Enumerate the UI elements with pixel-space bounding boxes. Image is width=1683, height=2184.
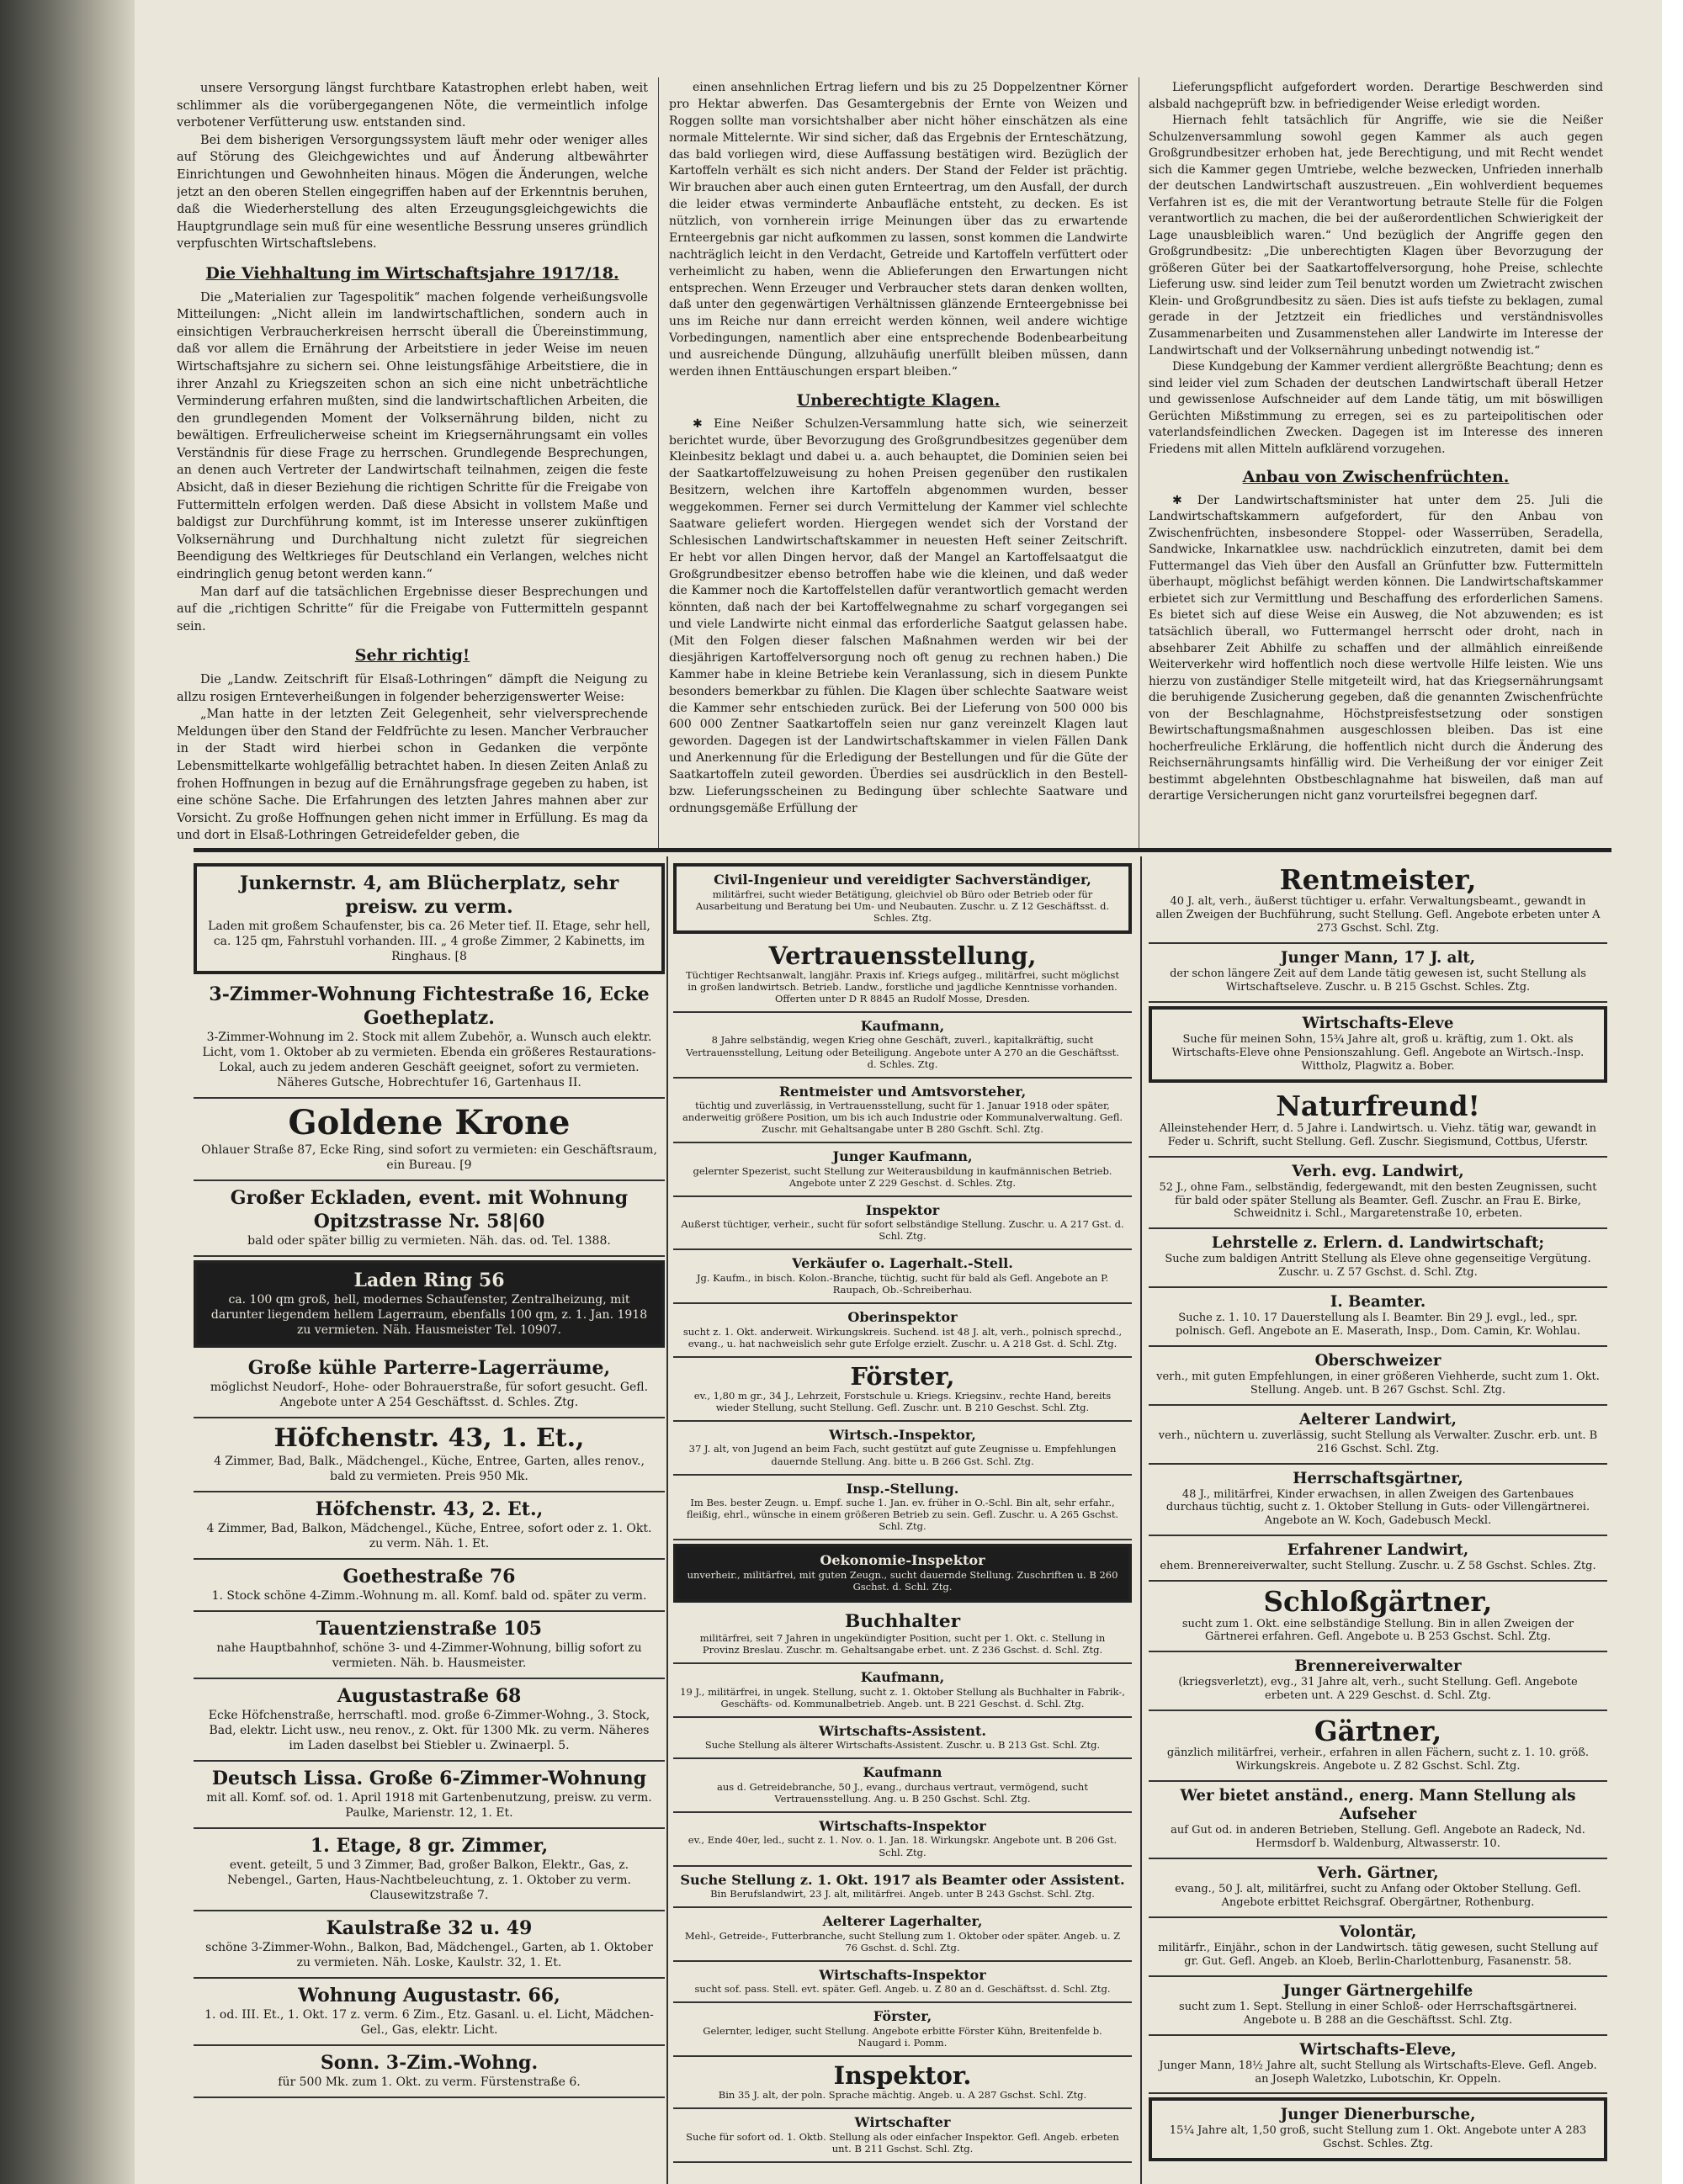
- ad-body: Bin 35 J. alt, der poln. Sprache mächtig. Angeb. u. A 287 Gschst. Schl. Ztg.: [718, 2089, 1087, 2102]
- ad-body: 4 Zimmer, Bad, Balk., Mädchengel., Küche, Entree, Garten, alles renov., bald zu vermieten. Preis 950 Mk.: [214, 1455, 645, 1483]
- classified-ad: [1149, 1652, 1607, 1711]
- classified-ad: [1149, 1006, 1607, 1084]
- ad-headline: Wirtschafts-Eleve: [1302, 1014, 1454, 1032]
- ad-headline: Inspektor.: [833, 2060, 972, 2090]
- ad-body: ev., 1,80 m gr., 34 J., Lehrzeit, Forstschule u. Kriegs. Kriegsinv., rechte Hand, bereits wieder Stellung, sucht Stellung. Gefl. Zuschr. unt. B 210 Geschst. Schl. Ztg.: [693, 1389, 1112, 1413]
- ad-column-rule: [1140, 856, 1142, 2184]
- ad-body: ca. 100 qm groß, hell, modernes Schaufenster, Zentralheizung, mit darunter liegendem hellem Lagerraum, ebenfalls 100 qm, z. 1. Jan. 1918 zu vermieten. Näh. Hausmeister Tel. 10907.: [210, 1293, 648, 1337]
- classified-ad: [673, 1250, 1132, 1304]
- column-rule: [658, 77, 659, 850]
- ad-headline: Tauentzienstraße 105: [316, 1618, 543, 1640]
- ads-column-3: [1149, 860, 1607, 2165]
- section-separator: [194, 848, 1611, 852]
- ad-headline: Kaulstraße 32 u. 49: [326, 1917, 533, 1939]
- ad-body: aus d. Getreidebranche, 50 J., evang., durchaus vertraut, vermögend, sucht Vertrauensstellung. Ang. u. B 250 Gschst. Schl. Ztg.: [717, 1780, 1088, 1805]
- ad-body: sucht zum 1. Okt. eine selbständige Stellung. Bin in allen Zweigen der Gärtnerei erfahren. Gefl. Angebote u. B 253 Gschst. Schl. Ztg.: [1181, 1617, 1574, 1644]
- ad-body: 1. Stock schöne 4-Zimm.-Wohnung m. all. Komf. bald od. später zu verm.: [211, 1589, 647, 1603]
- paragraph: Lieferungspflicht aufgefordert worden. Derartige Beschwerden sind alsbald nachgeprüft bzw. in befriedigender Weise erledigt worden.: [1149, 81, 1603, 111]
- classified-ad: [673, 2109, 1132, 2163]
- ad-body: militärfrei, seit 7 Jahren in ungekündigter Position, sucht per 1. Okt. c. Stellung in Provinz Breslau. Zuschr. m. Gehaltsangabe erbet. unt. Z 236 Gschst. d. Schl. Ztg.: [699, 1632, 1106, 1657]
- ad-headline: Förster,: [850, 1361, 955, 1391]
- classified-ad: [673, 1813, 1132, 1867]
- article-heading: Anbau von Zwischenfrüchten.: [1242, 468, 1510, 487]
- ad-headline: Junger Gärtnergehilfe: [1282, 1981, 1473, 2000]
- paragraph: ✱ Eine Neißer Schulzen-Versammlung hatte sich, wie seinerzeit berichtet wurde, über Bevorzugung des Großgrundbesitzes gegenüber dem Kleinbesitz beklagt und dabei u. a. auch behauptet, die Dominien seien bei der Saatkartoffelzuweisung zu hohen Preisen gegenüber den rustikalen Besitzern, welchen ihre Kartoffeln abgenommen wurden, besser weggekommen. Ferner sei durch Vermittelung der Kammer viel schlechte Saatware geliefert worden. Hiergegen wendet sich der Vorstand der Schlesischen Landwirtschaftskammer in neuesten Heft seiner Zeitschrift. Er hebt vor allen Dingen hervor, daß der Mangel an Kartoffelsaatgut die Großgrundbesitzer ebenso betroffen habe wie die kleinen, und daß weder die Kammer noch die Kartoffelstellen dafür verantwortlich gemacht werden könnten, daß nach der bei Kartoffelwegnahme zu scharf vorgegangen sei und viele Landwirte nicht einmal das erforderliche Saatgut gelassen habe. (Mit den Folgen dieser falschen Maßnahmen werden wir bei der diesjährigen Kartoffelversorgung noch oft genug zu rechnen haben.) Die Kammer habe in kleine Betriebe kein Veranlassung, sich in diesem Punkte besonders bemerkbar zu fühlen. Die Klagen über schlechte Saatware weist die Kammer sehr entschieden zurück. Bei der Lieferung von 500 000 bis 600 000 Zentner Saatkartoffeln seien nur ganz vereinzelt Klagen laut geworden. Dagegen ist der Landwirtschaftskammer in vielen Fällen Dank und Anerkennung für die Erledigung der Bestellungen und für die Güte der Saatkartoffeln zuteil geworden. Überdies sei ausdrücklich in den Bestell- bzw. Lieferungsscheinen zu Bedingung über schlechte Saatware und ordnungsgemäße Erfüllung der: [669, 416, 1128, 815]
- article-column-1: [177, 80, 648, 850]
- ad-body: der schon längere Zeit auf dem Lande tätig gewesen ist, sucht Stellung als Wirtschaftseleve. Zuschr. u. B 215 Gschst. Schles. Ztg.: [1170, 967, 1586, 994]
- classified-ad: [673, 1476, 1132, 1541]
- ad-headline: Augustastraße 68: [337, 1685, 522, 1707]
- ad-body: Jg. Kaufm., in bisch. Kolon.-Branche, tüchtig, sucht für bald als Gefl. Angebote an P. Raupach, Ob.-Schreiberhau.: [696, 1271, 1109, 1296]
- classified-ad: [1149, 1086, 1607, 1157]
- ad-headline: Wirtsch.-Inspektor,: [829, 1426, 976, 1443]
- ad-body: tüchtig und zuverlässig, in Vertrauensstellung, sucht für 1. Januar 1918 oder später, anderweitig größere Position, um bis ich auch Industrie oder Kommunalverwaltung. Gefl. Zuschr. mit Gehaltsangabe unter B 280 Gschft. Schl. Ztg.: [682, 1100, 1123, 1136]
- ad-body: Laden mit großem Schaufenster, bis ca. 26 Meter tief. II. Etage, sehr hell, ca. 125 qm, Fahrstuhl vorhanden. III. „ 4 große Zimmer, 2 Kabinetts, im Ringhaus. [8: [208, 920, 650, 963]
- ad-body: ev., Ende 40er, led., sucht z. 1. Nov. o. 1. Jan. 18. Wirkungskr. Angebote unt. B 206 Gst. Schl. Ztg.: [688, 1834, 1118, 1858]
- classified-ad: [673, 1358, 1132, 1422]
- classified-ad: [194, 1979, 665, 2046]
- ad-body: verh., nüchtern u. zuverlässig, sucht Stellung als Verwalter. Zuschr. erb. unt. B 216 Gschst. Schl. Ztg.: [1158, 1429, 1598, 1455]
- paragraph: unsere Versorgung längst furchtbare Katastrophen erlebt haben, weit schlimmer als die vorübergegangenen Nöte, die vermeintlich infolge verbotener Verfütterung usw. entstanden sind.: [177, 82, 648, 130]
- classified-ad: [1149, 1711, 1607, 1782]
- ad-headline: I. Beamter.: [1330, 1293, 1426, 1312]
- ad-body: mit all. Komf. sof. od. 1. April 1918 mit Gartenbenutzung, preisw. zu verm. Paulke, Marienstr. 12, 1. Et.: [206, 1791, 652, 1820]
- article-heading: Sehr richtig!: [354, 646, 470, 665]
- classified-ad: [194, 1418, 665, 1492]
- classified-ad: [1149, 1347, 1607, 1406]
- ad-body: Junger Mann, 18½ Jahre alt, sucht Stellung als Wirtschafts-Eleve. Gefl. Angeb. an Joseph Waletzko, Lubotschin, Kr. Oppeln.: [1159, 2059, 1597, 2086]
- ad-body: Bin Berufslandwirt, 23 J. alt, militärfrei. Angeb. unter B 243 Gschst. Schl. Ztg.: [710, 1888, 1095, 1900]
- ad-headline: Großer Eckladen, event. mit Wohnung Opitzstrasse Nr. 58|60: [230, 1187, 629, 1232]
- classified-ad: [673, 1606, 1132, 1664]
- classified-ad: [194, 1612, 665, 1679]
- ad-headline: Inspektor: [865, 1201, 940, 1218]
- ad-body: für 500 Mk. zum 1. Okt. zu verm. Fürstenstraße 6.: [278, 2075, 581, 2089]
- ad-body: Außerst tüchtiger, verheir., sucht für sofort selbständige Stellung. Zuschr. u. A 217 Gst. d. Schl. Ztg.: [681, 1218, 1124, 1243]
- ad-body: Suche für sofort od. 1. Oktb. Stellung als oder einfacher Inspektor. Gefl. Angeb. erbeten unt. B 211 Gschst. Schl. Ztg.: [686, 2130, 1119, 2155]
- article-heading: Die Viehhaltung im Wirtschaftsjahre 1917/18.: [205, 263, 619, 283]
- ad-headline: Deutsch Lissa. Große 6-Zimmer-Wohnung: [211, 1768, 647, 1789]
- ad-body: auf Gut od. in anderen Betrieben, Stellung. Gefl. Angebote an Radeck, Nd. Hermsdorf b. Waldenburg, Altwasserstr. 10.: [1171, 1824, 1585, 1851]
- classified-ad: [673, 1718, 1132, 1760]
- classified-ad: [673, 1908, 1132, 1962]
- paragraph: Bei dem bisherigen Versorgungssystem läuft mehr oder weniger alles auf Störung des Gleichgewichtes und auf Änderung altbewährter Einrichtungen und Gewohnheiten hinaus. Mögen die Änderungen, welche jetzt an den oberen Stellen eingegriffen haben auf der Erkenntnis beruhen, daß die Wiederherstellung des alten Erzeugungsgleichgewichts die Hauptgrundlage sein muß für eine wesentliche Bessrung unseres gründlich verpfuschten Wirtschaftslebens.: [177, 133, 648, 252]
- ad-headline: 1. Etage, 8 gr. Zimmer,: [310, 1835, 549, 1857]
- ad-headline: Junkernstr. 4, am Blücherplatz, sehr preisw. zu verm.: [239, 872, 619, 918]
- ad-body: verh., mit guten Empfehlungen, in einer größeren Viehherde, sucht zum 1. Okt. Stellung. Angeb. unt. B 267 Gschst. Schl. Ztg.: [1156, 1370, 1600, 1397]
- classified-ad: [673, 1867, 1132, 1909]
- classified-ad: [194, 978, 665, 1099]
- ad-body: gelernter Spezerist, sucht Stellung zur Weiterausbildung in kaufmännischen Betrieb. Angebote unter Z 229 Geschst. d. Schles. Ztg.: [693, 1164, 1112, 1189]
- classified-ad: [1149, 1582, 1607, 1652]
- classified-ad: [194, 863, 665, 974]
- ad-headline: Rentmeister,: [1279, 863, 1477, 896]
- classified-ad: [194, 2046, 665, 2098]
- ad-body: Im Bes. bester Zeugn. u. Empf. suche 1. Jan. ev. früher in O.-Schl. Bin alt, sehr erfahr., fleißig, ehrl., wünsche in einem größeren Betrieb zu sein. Gefl. Zuschr. u. A 265 Gschst. Schl. Ztg.: [686, 1497, 1119, 1533]
- ad-headline: Förster,: [873, 2008, 932, 2025]
- ad-headline: Wirtschafts-Eleve,: [1299, 2040, 1457, 2059]
- ad-headline: Schloßgärtner,: [1263, 1585, 1493, 1619]
- ad-body: (kriegsverletzt), evg., 31 Jahre alt, verh., sucht Stellung. Gefl. Angebote erbeten unt. A 229 Geschst. d. Schl. Ztg.: [1178, 1676, 1578, 1703]
- ad-headline: Vertrauensstellung,: [768, 941, 1037, 970]
- ad-body: event. geteilt, 5 und 3 Zimmer, Bad, großer Balkon, Elektr., Gas, z. Nebengel., Garten, Haus-Nachtbeleuchtung, z. 1. Oktober zu verm. Clausewitzstraße 7.: [227, 1858, 631, 1902]
- ad-body: sucht z. 1. Okt. anderweit. Wirkungskreis. Suchend. ist 48 J. alt, verh., polnisch sprechd., evang., u. hat nachweislich sehr gute Erfolge erzielt. Zuschr. u. A 218 Gst. d. Schl. Ztg.: [682, 1325, 1123, 1349]
- ad-headline: Herrschaftsgärtner,: [1293, 1469, 1463, 1487]
- ad-headline: Junger Kaufmann,: [832, 1148, 973, 1165]
- ad-headline: Junger Dienerbursche,: [1280, 2106, 1476, 2124]
- ad-headline: Goldene Krone: [288, 1103, 571, 1142]
- ads-column-2: [673, 860, 1132, 2163]
- ad-body: 15¼ Jahre alt, 1,50 groß, sucht Stellung zum 1. Okt. Angebote unter A 283 Gschst. Schles. Ztg.: [1169, 2124, 1587, 2151]
- ad-headline: Buchhalter: [844, 1609, 961, 1632]
- paragraph: Man darf auf die tatsächlichen Ergebnisse dieser Besprechungen und auf die „richtigen Schritte“ für die Freigabe von Futtermitteln gespannt sein.: [177, 585, 648, 633]
- ad-body: gänzlich militärfrei, verheir., erfahren in allen Fächern, sucht z. 1. 10. größ. Wirkungskreis. Angebote u. Z 82 Gschst. Schl. Ztg.: [1166, 1747, 1590, 1773]
- paragraph: Diese Kundgebung der Kammer verdient allergrößte Beachtung; denn es sind leider viel zum Schaden der deutschen Landwirtschaft überall Hetzer und gewissenlose Aufschneider auf dem Lande tätig, um mit böswilligen Gerüchten Mißstimmung zu erregen, sei es zu parteipolitischen oder vaterlandsfeindlichen Zwecken. Dagegen ist im Interesse des inneren Friedens mit allen Mitteln aufklärend vorzugehen.: [1149, 360, 1603, 456]
- paragraph: Die „Materialien zur Tagespolitik“ machen folgende verheißungsvolle Mitteilungen: „Nicht allein im landwirtschaftlichen, sondern auch in einsichtigen Verbraucherkreisen herrscht überall die Übereinstimmung, daß vor allem die Ernährung der Arbeitstiere in jeder Weise im neuen Wirtschaftsjahre zu sichern sei. Ohne leistungsfähige Arbeitstiere, die in ihrer Anzahl zu Kriegszeiten schon an sich eine nicht unbeträchtliche Verminderung erfahren mußten, sind die landwirtschaftlichen Arbeiten, die den grundlegenden Moment der Volksernährung bilden, nicht zu bewältigen. Erfreulicherweise scheint im Kriegsernährungsamt ein volles Verständnis für diese Frage zu herrschen. Grundlegende Besprechungen, an denen auch Vertreter der Landwirtschaft teilnahmen, zeigen die feste Absicht, daß in dieser Beziehung die richtigen Schritte für die Freigabe von Futtermitteln erfolgen werden. Daß diese Absicht in vollstem Maße und baldigst zur Durchführung kommt, ist im Interesse unserer zukünftigen Volksernährung und Durchhaltung nicht zuletzt für siegreichen Beendigung des Weltkrieges für Deutschland ein Verlangen, welches nicht eindringlich genug betont werden kann.“: [177, 290, 648, 582]
- ad-headline: Oekonomie-Inspektor: [820, 1552, 985, 1569]
- ad-headline: Verh. Gärtner,: [1317, 1864, 1439, 1883]
- ad-headline: Insp.-Stellung.: [846, 1480, 959, 1497]
- ad-headline: Wirtschafts-Inspektor: [819, 1966, 986, 1983]
- page-margin: [1662, 0, 1683, 2184]
- paragraph: einen ansehnlichen Ertrag liefern und bis zu 25 Doppelzentner Körner pro Hektar abwerfen. Das Gesamtergebnis der Ernte von Weizen und Roggen sollte man vorsichtshalber aber nicht höher einschätzen als eine normale Mittelernte. Wir sind sicher, daß das Ergebnis der Ernteschätzung, das bald vorliegen wird, diese Auffassung bestätigen wird. Bezüglich der Kartoffeln verhält es sich nicht anders. Der Stand der Felder ist prächtig. Wir brauchen aber auch einen guten Ernteertrag, um den Ausfall, der durch die leider etwas verminderte Anbaufläche entsteht, zu decken. Es ist nützlich, von vornherein irrige Meinungen über das zu erwartende Ernteergebnis gar nicht aufkommen zu lassen, sonst kommen die Landwirte nachträglich leicht in den Verdacht, Getreide und Kartoffeln verfüttert oder verheimlicht zu haben, wenn die Ablieferungen den Erwartungen nicht entsprechen. Wenn Erzeuger und Verbraucher stets daran denken wollten, daß unter den gegenwärtigen Verhältnissen glänzende Ernteergebnisse bei uns im Reiche nur dann erreicht werden können, weil andere wichtige Vorbedingungen, namentlich aber eine entsprechende Bodenbearbeitung und ausreichende Düngung, allzuhäufig unerfüllt bleiben müssen, dann werden ihnen Enttäuschungen erspart bleiben.“: [669, 81, 1128, 379]
- ad-headline: Oberschweizer: [1314, 1351, 1441, 1370]
- classified-ad: [673, 937, 1132, 1013]
- ad-headline: Oberinspektor: [847, 1309, 958, 1326]
- ad-body: Gelernter, lediger, sucht Stellung. Angebote erbitte Förster Kühn, Breitenfelde b. Naugard i. Pomm.: [703, 2024, 1102, 2049]
- classified-ad: [673, 1962, 1132, 2004]
- paragraph: Die „Landw. Zeitschrift für Elsaß-Lothringen“ dämpft die Neigung zu allzu rosigen Ernteverheißungen in folgender beherzigenswerter Weise:: [177, 673, 648, 704]
- ad-headline: Wer bietet anständ., energ. Mann Stellung als Aufseher: [1180, 1787, 1576, 1824]
- classified-ad: [673, 2003, 1132, 2057]
- classified-ad: [673, 1304, 1132, 1358]
- ad-headline: Erfahrener Landwirt,: [1287, 1541, 1469, 1560]
- ad-body: ehem. Brennereiverwalter, sucht Stellung. Zuschr. u. Z 58 Gschst. Schles. Ztg.: [1160, 1560, 1596, 1573]
- classified-ad: [1149, 2097, 1607, 2161]
- classified-ad: [673, 863, 1132, 934]
- ad-headline: 3-Zimmer-Wohnung Fichtestraße 16, Ecke Goetheplatz.: [209, 983, 650, 1029]
- ad-headline: Verh. evg. Landwirt,: [1292, 1162, 1464, 1180]
- classified-ad: [194, 1679, 665, 1762]
- classified-ad: [1149, 860, 1607, 944]
- classified-ad: [1149, 1288, 1607, 1347]
- paragraph: „Man hatte in der letzten Zeit Gelegenheit, sehr vielversprechende Meldungen über den Stand der Feldfrüchte zu lesen. Mancher Verbraucher in der Stadt wird hierbei schon in Gedanken die verpönte Lebensmittelkarte wohlgefällig betrachtet haben. In diesen Zeiten Anlaß zu frohen Hoffnungen in bezug auf die Ernährungsfrage gegeben zu haben, ist eine schöne Sache. Die Erfahrungen des letzten Jahres mahnen aber zur Vorsicht. Zu große Hoffnungen gehen nicht immer in Erfüllung. Es mag da und dort in Elsaß-Lothringen Getreidefelder geben, die: [177, 708, 648, 843]
- ad-headline: Große kühle Parterre-Lagerräume,: [247, 1357, 611, 1379]
- classified-ad: [673, 1143, 1132, 1197]
- ad-body: bald oder später billig zu vermieten. Näh. das. od. Tel. 1388.: [247, 1234, 611, 1248]
- ad-body: Alleinstehender Herr, d. 5 Jahre i. Landwirtsch. u. Viehz. tätig war, gewandt in Feder u. Schrift, sucht Stellung. Gefl. Zuschr. Siegismund, Cottbus, Uferstr.: [1159, 1121, 1597, 1148]
- ad-body: 19 J., militärfrei, in ungek. Stellung, sucht z. 1. Oktober Stellung als Buchhalter in Fabrik-, Geschäfts- od. Kommunalbetrieb. Angeb. unt. B 221 Geschst. d. Schl. Ztg.: [680, 1685, 1125, 1710]
- ad-body: 4 Zimmer, Bad, Balkon, Mädchengel., Küche, Entree, sofort oder z. 1. Okt. zu verm. Näh. 1. Et.: [206, 1522, 652, 1551]
- classified-ad: [1149, 1229, 1607, 1288]
- ad-headline: Goethestraße 76: [342, 1566, 516, 1588]
- ad-body: 52 J., ohne Fam., selbständig, federgewandt, mit den besten Zeugnissen, sucht für bald oder später Stellung als Beamter. Gefl. Zuschr. an Frau E. Birke, Schweidnitz i. Schl., Margaretenstraße 10, erbeten.: [1159, 1180, 1597, 1221]
- classified-ad: [194, 1099, 665, 1181]
- classified-ad: [1149, 1859, 1607, 1918]
- classified-ad: [194, 1351, 665, 1418]
- ad-headline: Lehrstelle z. Erlern. d. Landwirtschaft;: [1211, 1234, 1545, 1253]
- ad-body: Suche zum baldigen Antritt Stellung als Eleve ohne gegenseitige Vergütung. Zuschr. u. Z 57 Gschst. d. Schl. Ztg.: [1165, 1253, 1591, 1280]
- ad-column-rule: [666, 856, 668, 2184]
- classified-ad: [194, 1492, 665, 1560]
- ad-body: möglichst Neudorf-, Hohe- oder Bohrauerstraße, für sofort gesucht. Gefl. Angebote unter A 254 Geschäftsst. d. Schles. Ztg.: [210, 1381, 649, 1409]
- ad-headline: Junger Mann, 17 J. alt,: [1280, 948, 1476, 967]
- ad-headline: Civil-Ingenieur und vereidigter Sachverständiger,: [714, 872, 1091, 888]
- ad-headline: Volontär,: [1339, 1922, 1417, 1941]
- ad-body: Suche Stellung als älterer Wirtschafts-Assistent. Zuschr. u. B 213 Gst. Schl. Ztg.: [704, 1739, 1101, 1752]
- classified-ad: [673, 1013, 1132, 1079]
- classified-ad: [673, 1079, 1132, 1144]
- ad-headline: Kaufmann: [863, 1764, 942, 1781]
- ad-body: Ohlauer Straße 87, Ecke Ring, sind sofort zu vermieten: ein Geschäftsraum, ein Bureau. [9: [201, 1143, 657, 1172]
- ad-headline: Wohnung Augustastr. 66,: [298, 1985, 560, 2006]
- classified-ad: [1149, 1536, 1607, 1582]
- classified-ad: [673, 1544, 1132, 1603]
- ad-body: sucht sof. pass. Stell. evt. später. Gefl. Angeb. u. Z 80 an d. Geschäftsst. d. Schl. Ztg.: [694, 1983, 1111, 1996]
- classified-ad: [1149, 1977, 1607, 2036]
- classified-ad: [194, 1181, 665, 1257]
- classified-ad: [1149, 1918, 1607, 1977]
- classified-ad: [194, 1560, 665, 1612]
- classified-ad: [673, 1664, 1132, 1718]
- ad-body: 48 J., militärfrei, Kinder erwachsen, in allen Zweigen des Gartenbaues durchaus tüchtig, sucht z. 1. Oktober Stellung in Guts- oder Villengärtnerei. Angebote an W. Koch, Gadebusch Meckl.: [1165, 1487, 1590, 1528]
- classified-ad: [1149, 2036, 1607, 2095]
- ad-body: Ecke Höfchenstraße, herrschaftl. mod. große 6-Zimmer-Wohng., 3. Stock, Bad, elektr. Licht usw., neu renov., z. Okt. für 1300 Mk. zu verm. Näheres im Laden daselbst bei Stiebler u. Zwinaerpl. 5.: [208, 1709, 650, 1752]
- ad-body: Mehl-, Getreide-, Futterbranche, sucht Stellung zum 1. Oktober oder später. Angeb. u. Z 76 Gschst. d. Schl. Ztg.: [684, 1929, 1121, 1953]
- ad-headline: Aelterer Lagerhalter,: [822, 1913, 983, 1930]
- ad-headline: Höfchenstr. 43, 1. Et.,: [273, 1423, 585, 1453]
- ad-body: Suche für meinen Sohn, 15¾ Jahre alt, groß u. kräftig, zum 1. Okt. als Wirtschafts-Eleve ohne Pensionszahlung. Gefl. Angebote an Wirtsch.-Insp. Wittholz, Plagwitz a. Bober.: [1171, 1032, 1585, 1073]
- ad-body: schöne 3-Zimmer-Wohn., Balkon, Bad, Mädchengel., Garten, ab 1. Oktober zu vermieten. Näh. Loske, Kaulstr. 32, 1. Et.: [205, 1941, 653, 1969]
- classified-ad: [1149, 944, 1607, 1003]
- classified-ad: [673, 2057, 1132, 2109]
- ad-headline: Kaufmann,: [860, 1017, 945, 1034]
- ad-headline: Wirtschafts-Inspektor: [819, 1817, 986, 1834]
- ad-body: Suche z. 1. 10. 17 Dauerstellung als I. Beamter. Bin 29 J. evgl., led., spr. polnisch. Gefl. Angebote an E. Maserath, Insp., Dom. Camin, Kr. Wohlau.: [1175, 1312, 1581, 1338]
- paragraph: ✱ Der Landwirtschaftsminister hat unter dem 25. Juli die Landwirtschaftskammern aufgefordert, für den Anbau von Zwischenfrüchten, insbesondere Stoppel- oder Wasserrüben, Seradella, Sandwicke, Inkarnatklee usw. nachdrücklich einzutreten, damit bei dem Futtermangel das Vieh über den Ausfall an Grünfutter bzw. Futtermitteln überhaupt, möglichst befähigt werden können. Die Landwirtschaftskammer erbietet sich zur Vermittlung und Beschaffung des erforderlichen Samens. Es bietet sich auf diese Weise ein Ausweg, die Not abzuwenden; es ist tatsächlich überall, wo Futtermangel herrscht oder droht, nach in absehbarer Zeit Abhilfe zu schaffen und der allmählich einreißende Weiterverkehr wird hoffentlich noch diese wertvolle Hilfe leisten. Wie uns hierzu von zuständiger Stelle mitgeteilt wird, hat das Kriegsernährungsamt die beruhigende Zusicherung gegeben, daß die genannten Zwischenfrüchte von der Beschlagnahme, Höchstpreisfestsetzung oder sonstigen Bewirtschaftungsmaßnahmen ausgeschlossen bleiben. Das ist eine hocherfreuliche Erklärung, die hoffentlich nicht durch die Änderung des Reichsernährungsamts hinfällig wird. Die Verheißung der vor einiger Zeit bestimmt abgelehnten Obstbeschlagnahme hat bisweilen, daß man auf derartige Versicherungen nicht ganz vorurteilsfrei begegnen darf.: [1149, 493, 1603, 803]
- classified-ad: [194, 1762, 665, 1829]
- classified-ad: [673, 1422, 1132, 1476]
- classified-ad: [1149, 1158, 1607, 1230]
- book-binding: [0, 0, 135, 2184]
- ad-headline: Naturfreund!: [1276, 1089, 1480, 1123]
- ad-headline: Kaufmann,: [860, 1669, 945, 1686]
- ad-headline: Brennereiverwalter: [1294, 1657, 1462, 1676]
- ad-headline: Rentmeister und Amtsvorsteher,: [778, 1083, 1027, 1100]
- ad-headline: Gärtner,: [1314, 1715, 1442, 1748]
- ad-body: 37 J. alt, von Jugend an beim Fach, sucht gestützt auf gute Zeugnisse u. Empfehlungen dauernde Stellung. Ang. bitte u. B 266 Gst. Schl. Ztg.: [688, 1443, 1117, 1467]
- article-heading: Unberechtigte Klagen.: [796, 390, 1001, 410]
- ads-column-1: [194, 860, 665, 2098]
- ad-headline: Verkäufer o. Lagerhalt.-Stell.: [792, 1255, 1013, 1272]
- article-column-3: [1149, 80, 1603, 846]
- ad-body: nahe Hauptbahnhof, schöne 3- und 4-Zimmer-Wohnung, billig sofort zu vermieten. Näh. b. Hausmeister.: [216, 1641, 642, 1670]
- classified-ad: [1149, 1782, 1607, 1859]
- ad-headline: Laden Ring 56: [353, 1270, 505, 1291]
- ad-headline: Aelterer Landwirt,: [1298, 1410, 1457, 1429]
- classified-ad: [194, 1829, 665, 1911]
- ad-body: Tüchtiger Rechtsanwalt, langjähr. Praxis inf. Kriegs aufgeg., militärfrei, sucht möglichst in großen landwirtsch. Betrieb. Landw., forstliche und jagdliche Kenntnisse vorhanden. Offerten unter D R 8845 an Rudolf Mosse, Dresden.: [686, 968, 1119, 1005]
- ad-headline: Sonn. 3-Zim.-Wohng.: [320, 2052, 539, 2074]
- ad-body: unverheir., militärfrei, mit guten Zeugn., sucht dauernde Stellung. Zuschriften u. B 260 Gschst. d. Schl. Ztg.: [687, 1568, 1118, 1593]
- ad-headline: Wirtschafts-Assistent.: [818, 1722, 987, 1739]
- article-column-2: [669, 80, 1128, 846]
- paragraph: Hiernach fehlt tatsächlich für Angriffe, wie sie die Neißer Schulzenversammlung sowohl gegen Kammer als auch gegen Großgrundbesitzer erhoben hat, jede Berechtigung, und mit Recht wendet sich die Kammer gegen Umtriebe, welche bezwecken, Unfrieden innerhalb der deutschen Landwirtschaft auszustreuen. „Ein wohlverdient bequemes Verfahren ist es, die mit der Verantwortung betraute Stelle für die Folgen verantwortlich zu machen, die bei der außerordentlichen Schwierigkeit der Lage unausbleiblich waren.“ Und bezüglich der Angriffe gegen den Großgrundbesitz: „Die unberechtigten Klagen über Bevorzugung der größeren Güter bei der Saatkartoffelversorgung, hohe Preise, schlechte Lieferung usw. sind leider zum Teil benutzt worden um Zwietracht zwischen Klein- und Großgrundbesitz zu säen. Dies ist aufs tiefste zu beklagen, zumal gerade in der Jetztzeit ein friedliches und verständnisvolles Zusammenarbeiten und Zusammenstehen aller Landwirte im Interesse der Landwirtschaft und der Volksernährung unbedingt notwendig ist.“: [1149, 114, 1603, 358]
- ad-headline: Höfchenstr. 43, 2. Et.,: [315, 1498, 544, 1520]
- ad-body: 3-Zimmer-Wohnung im 2. Stock mit allem Zubehör, a. Wunsch auch elektr. Licht, vom 1. Oktober ab zu vermieten. Ebenda ein größeres Restaurations-Lokal, auch zu jedem anderen Geschäft geeignet, sofort zu vermieten. Näheres Gutsche, Hobrechtufer 16, Gartenhaus II.: [202, 1031, 656, 1089]
- ad-body: 8 Jahre selbständig, wegen Krieg ohne Geschäft, zuverl., kapitalkräftig, sucht Vertrauensstellung, Leitung oder Beteiligung. Angebote unter A 270 an die Geschäftsst. d. Schles. Ztg.: [686, 1034, 1119, 1070]
- classified-ad: [194, 1260, 665, 1348]
- ad-body: sucht zum 1. Sept. Stellung in einer Schloß- oder Herrschaftsgärtnerei. Angebote u. B 288 an die Geschäftsst. Schl. Ztg.: [1179, 2000, 1577, 2027]
- ad-headline: Wirtschafter: [854, 2114, 951, 2131]
- classified-ad: [1149, 1465, 1607, 1537]
- ad-body: 1. od. III. Et., 1. Okt. 17 z. verm. 6 Zim., Etz. Gasanl. u. el. Licht, Mädchen-Gel., Gas, elektr. Licht.: [204, 2008, 654, 2037]
- ad-body: 40 J. alt, verh., äußerst tüchtiger u. erfahr. Verwaltungsbeamt., gewandt in allen Zweigen der Buchführung, sucht Stellung. Gefl. Angebote erbeten unter A 273 Gschst. Schl. Ztg.: [1155, 895, 1601, 936]
- classified-ad: [1149, 1406, 1607, 1465]
- ad-body: evang., 50 J. alt, militärfrei, sucht zu Anfang oder Oktober Stellung. Gefl. Angebote erbittet Reichsgraf. Obergärtner, Rothenburg.: [1175, 1883, 1581, 1910]
- classified-ad: [673, 1759, 1132, 1813]
- classified-ad: [194, 1911, 665, 1979]
- ad-headline: Suche Stellung z. 1. Okt. 1917 als Beamter oder Assistent.: [680, 1871, 1125, 1888]
- ad-body: militärfr., Einjähr., schon in der Landwirtsch. tätig gewesen, sucht Stellung auf gr. Gut. Gefl. Angeb. an Kloeb, Berlin-Charlottenburg, Fasanenstr. 58.: [1158, 1942, 1598, 1968]
- classified-ad: [673, 1197, 1132, 1251]
- ad-body: militärfrei, sucht wieder Betätigung, gleichviel ob Büro oder Betrieb oder für Ausarbeitung und Beratung bei Um- und Neubauten. Zuschr. u. Z 12 Geschäftsst. d. Schles. Ztg.: [695, 888, 1110, 924]
